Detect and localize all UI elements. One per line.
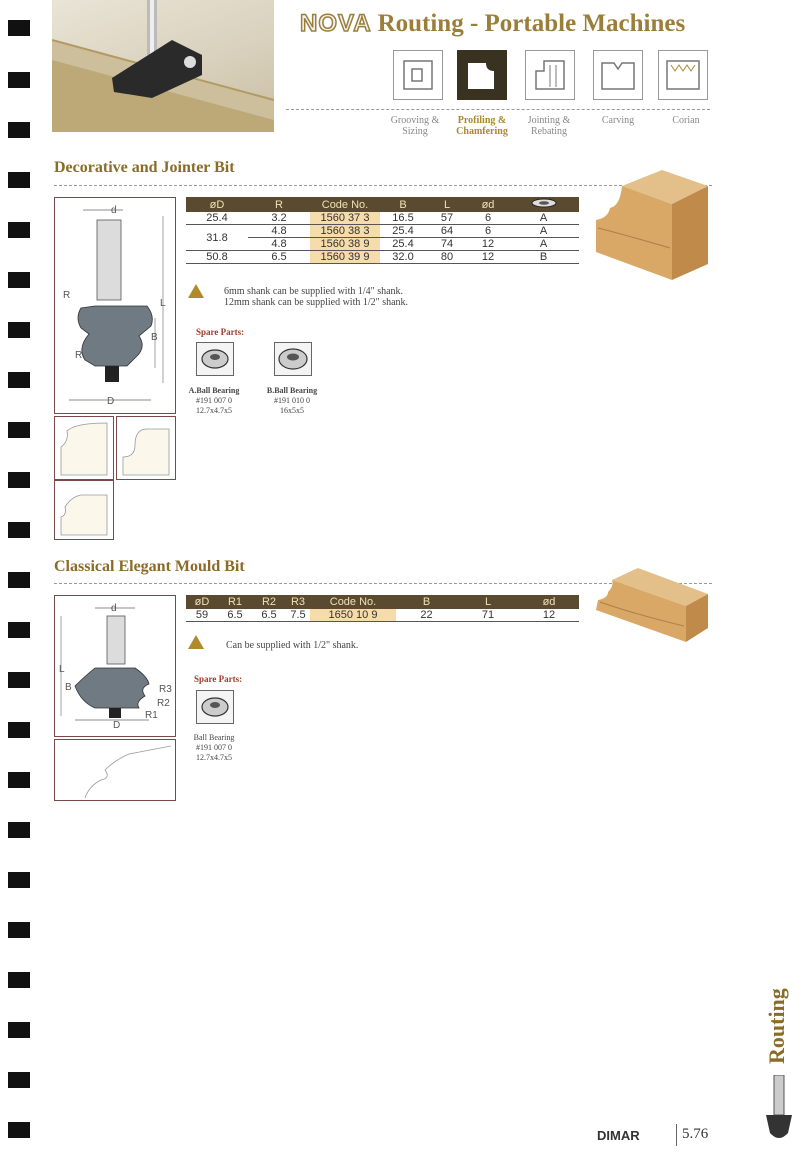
cell: 4.8 xyxy=(248,238,310,251)
warning-icon xyxy=(188,284,204,298)
table-header-row xyxy=(186,595,579,609)
part-name: B.Ball Bearing xyxy=(266,386,318,395)
spare-parts-title-2: Spare Parts: xyxy=(194,674,243,684)
cell: 12 xyxy=(468,238,508,251)
cell: 6 xyxy=(468,212,508,225)
category-label-jointing[interactable]: Jointing & Rebating xyxy=(527,115,571,137)
cell: 7.5 xyxy=(286,609,310,622)
bit-diagram-decorative xyxy=(54,197,176,414)
col-header: L xyxy=(457,595,519,609)
col-header: ød xyxy=(519,595,579,609)
cell: A xyxy=(508,238,579,251)
dim-label-d: d xyxy=(111,205,117,216)
col-header: øD xyxy=(186,197,248,212)
dim-label-d2: d xyxy=(111,603,117,614)
routing-side-tab xyxy=(760,960,790,1070)
cell: 50.8 xyxy=(186,251,248,264)
brand-logo: NOVA xyxy=(300,10,372,37)
cell: 22 xyxy=(396,609,457,622)
code-cell: 1560 38 9 xyxy=(310,238,380,251)
profile-sample-1 xyxy=(54,416,114,480)
cell: B xyxy=(508,251,579,264)
router-bit-icon xyxy=(764,1075,794,1145)
spare-part-b xyxy=(258,386,326,416)
profiling-icon[interactable] xyxy=(457,50,507,100)
cell: 12 xyxy=(519,609,579,622)
cell: 25.4 xyxy=(380,225,426,238)
cell: 16.5 xyxy=(380,212,426,225)
part-name: Ball Bearing xyxy=(193,733,235,742)
profile-sample-3 xyxy=(54,480,114,540)
cell: 80 xyxy=(426,251,468,264)
dim-label-R-bottom: R xyxy=(75,350,83,361)
col-header: L xyxy=(426,197,468,212)
spare-parts-title: Spare Parts: xyxy=(196,327,245,337)
ball-bearing-a-image xyxy=(196,342,234,376)
dim-label-L: L xyxy=(160,298,166,309)
dim-label-B: B xyxy=(151,332,158,343)
cell: 71 xyxy=(457,609,519,622)
profile-sample-classical xyxy=(54,739,176,801)
col-header: R3 xyxy=(286,595,310,609)
cell: 57 xyxy=(426,212,468,225)
bit-diagram-classical xyxy=(54,595,176,737)
dim-label-D2: D xyxy=(113,720,121,731)
section-title-classical: Classical Elegant Mould Bit xyxy=(54,558,245,575)
cell: 6 xyxy=(468,225,508,238)
warning-icon-2 xyxy=(188,635,204,649)
col-header: Code No. xyxy=(310,197,380,212)
col-header: B xyxy=(380,197,426,212)
category-label-grooving[interactable]: Grooving & Sizing xyxy=(390,115,440,137)
col-header: ød xyxy=(468,197,508,212)
col-header: R2 xyxy=(252,595,286,609)
code-cell: 1650 10 9 xyxy=(310,609,396,622)
cell: 25.4 xyxy=(186,212,248,225)
col-header: Code No. xyxy=(310,595,396,609)
section-title-decorative: Decorative and Jointer Bit xyxy=(54,159,235,176)
part-code: #191 007 0 xyxy=(196,396,232,405)
table-row xyxy=(186,225,579,238)
note-line: 12mm shank can be supplied with 1/2" shank. xyxy=(224,297,409,308)
part-code: #191 007 0 xyxy=(196,743,232,752)
cell: 59 xyxy=(186,609,218,622)
table-row xyxy=(186,609,579,622)
cell: 31.8 xyxy=(186,225,248,251)
dim-label-R-top: R xyxy=(63,290,71,301)
table-row xyxy=(186,212,579,225)
cell: 12 xyxy=(468,251,508,264)
note-line: 6mm shank can be supplied with 1/4" shank. xyxy=(224,286,404,297)
part-name: A.Ball Bearing xyxy=(188,386,240,395)
col-header: R1 xyxy=(218,595,252,609)
col-header: R xyxy=(248,197,310,212)
dim-label-R2: R2 xyxy=(157,698,170,709)
cell: 32.0 xyxy=(380,251,426,264)
code-cell: 1560 37 3 xyxy=(310,212,380,225)
spec-table-classical xyxy=(186,595,579,622)
col-header: B xyxy=(396,595,457,609)
part-size: 12.7x4.7x5 xyxy=(196,753,232,762)
page-title xyxy=(300,10,685,38)
table-header-row xyxy=(186,197,579,212)
code-cell: 1560 38 3 xyxy=(310,225,380,238)
dimar-logo xyxy=(597,1127,640,1145)
cell: 3.2 xyxy=(248,212,310,225)
side-tab-label: Routing xyxy=(764,988,789,1064)
table-row xyxy=(186,251,579,264)
cell: 25.4 xyxy=(380,238,426,251)
dim-label-R3: R3 xyxy=(159,684,172,695)
footer-divider xyxy=(676,1124,677,1146)
shank-note xyxy=(224,286,408,308)
col-header: øD xyxy=(186,595,218,609)
cell: 6.5 xyxy=(248,251,310,264)
spec-table-decorative xyxy=(186,197,579,264)
dim-label-L2: L xyxy=(59,664,65,675)
corian-icon[interactable] xyxy=(658,50,708,100)
bearing-icon xyxy=(508,197,579,212)
ball-bearing-image xyxy=(196,690,234,724)
jointing-icon[interactable] xyxy=(525,50,575,100)
spare-part-a xyxy=(180,386,248,416)
header-divider xyxy=(286,109,710,110)
grooving-icon[interactable] xyxy=(393,50,443,100)
carving-icon[interactable] xyxy=(593,50,643,100)
spare-part-c xyxy=(180,733,248,763)
part-size: 16x5x5 xyxy=(280,406,304,415)
wood-moulding-image-2 xyxy=(594,566,710,646)
part-code: #191 010 0 xyxy=(274,396,310,405)
router-photo xyxy=(52,0,274,132)
code-cell: 1560 39 9 xyxy=(310,251,380,264)
cell: 6.5 xyxy=(252,609,286,622)
part-size: 12.7x4.7x5 xyxy=(196,406,232,415)
dim-label-R1: R1 xyxy=(145,710,158,721)
title-text: Routing - Portable Machines xyxy=(377,10,686,37)
cell: A xyxy=(508,212,579,225)
cell: 6.5 xyxy=(218,609,252,622)
dimar-logo-text: DIMAR xyxy=(597,1128,640,1143)
category-label-carving[interactable]: Carving xyxy=(601,115,635,126)
cell: A xyxy=(508,225,579,238)
cell: 4.8 xyxy=(248,225,310,238)
category-label-profiling[interactable]: Profiling & Chamfering xyxy=(456,115,508,137)
cell: 64 xyxy=(426,225,468,238)
category-label-corian[interactable]: Corian xyxy=(672,115,700,126)
page-number: 5.76 xyxy=(682,1126,709,1142)
shank-note-2: Can be supplied with 1/2" shank. xyxy=(226,640,359,651)
dim-label-D: D xyxy=(107,396,115,407)
wood-moulding-image xyxy=(592,168,710,283)
dim-label-B2: B xyxy=(65,682,72,693)
profile-sample-2 xyxy=(116,416,176,480)
ball-bearing-b-image xyxy=(274,342,312,376)
cell: 74 xyxy=(426,238,468,251)
